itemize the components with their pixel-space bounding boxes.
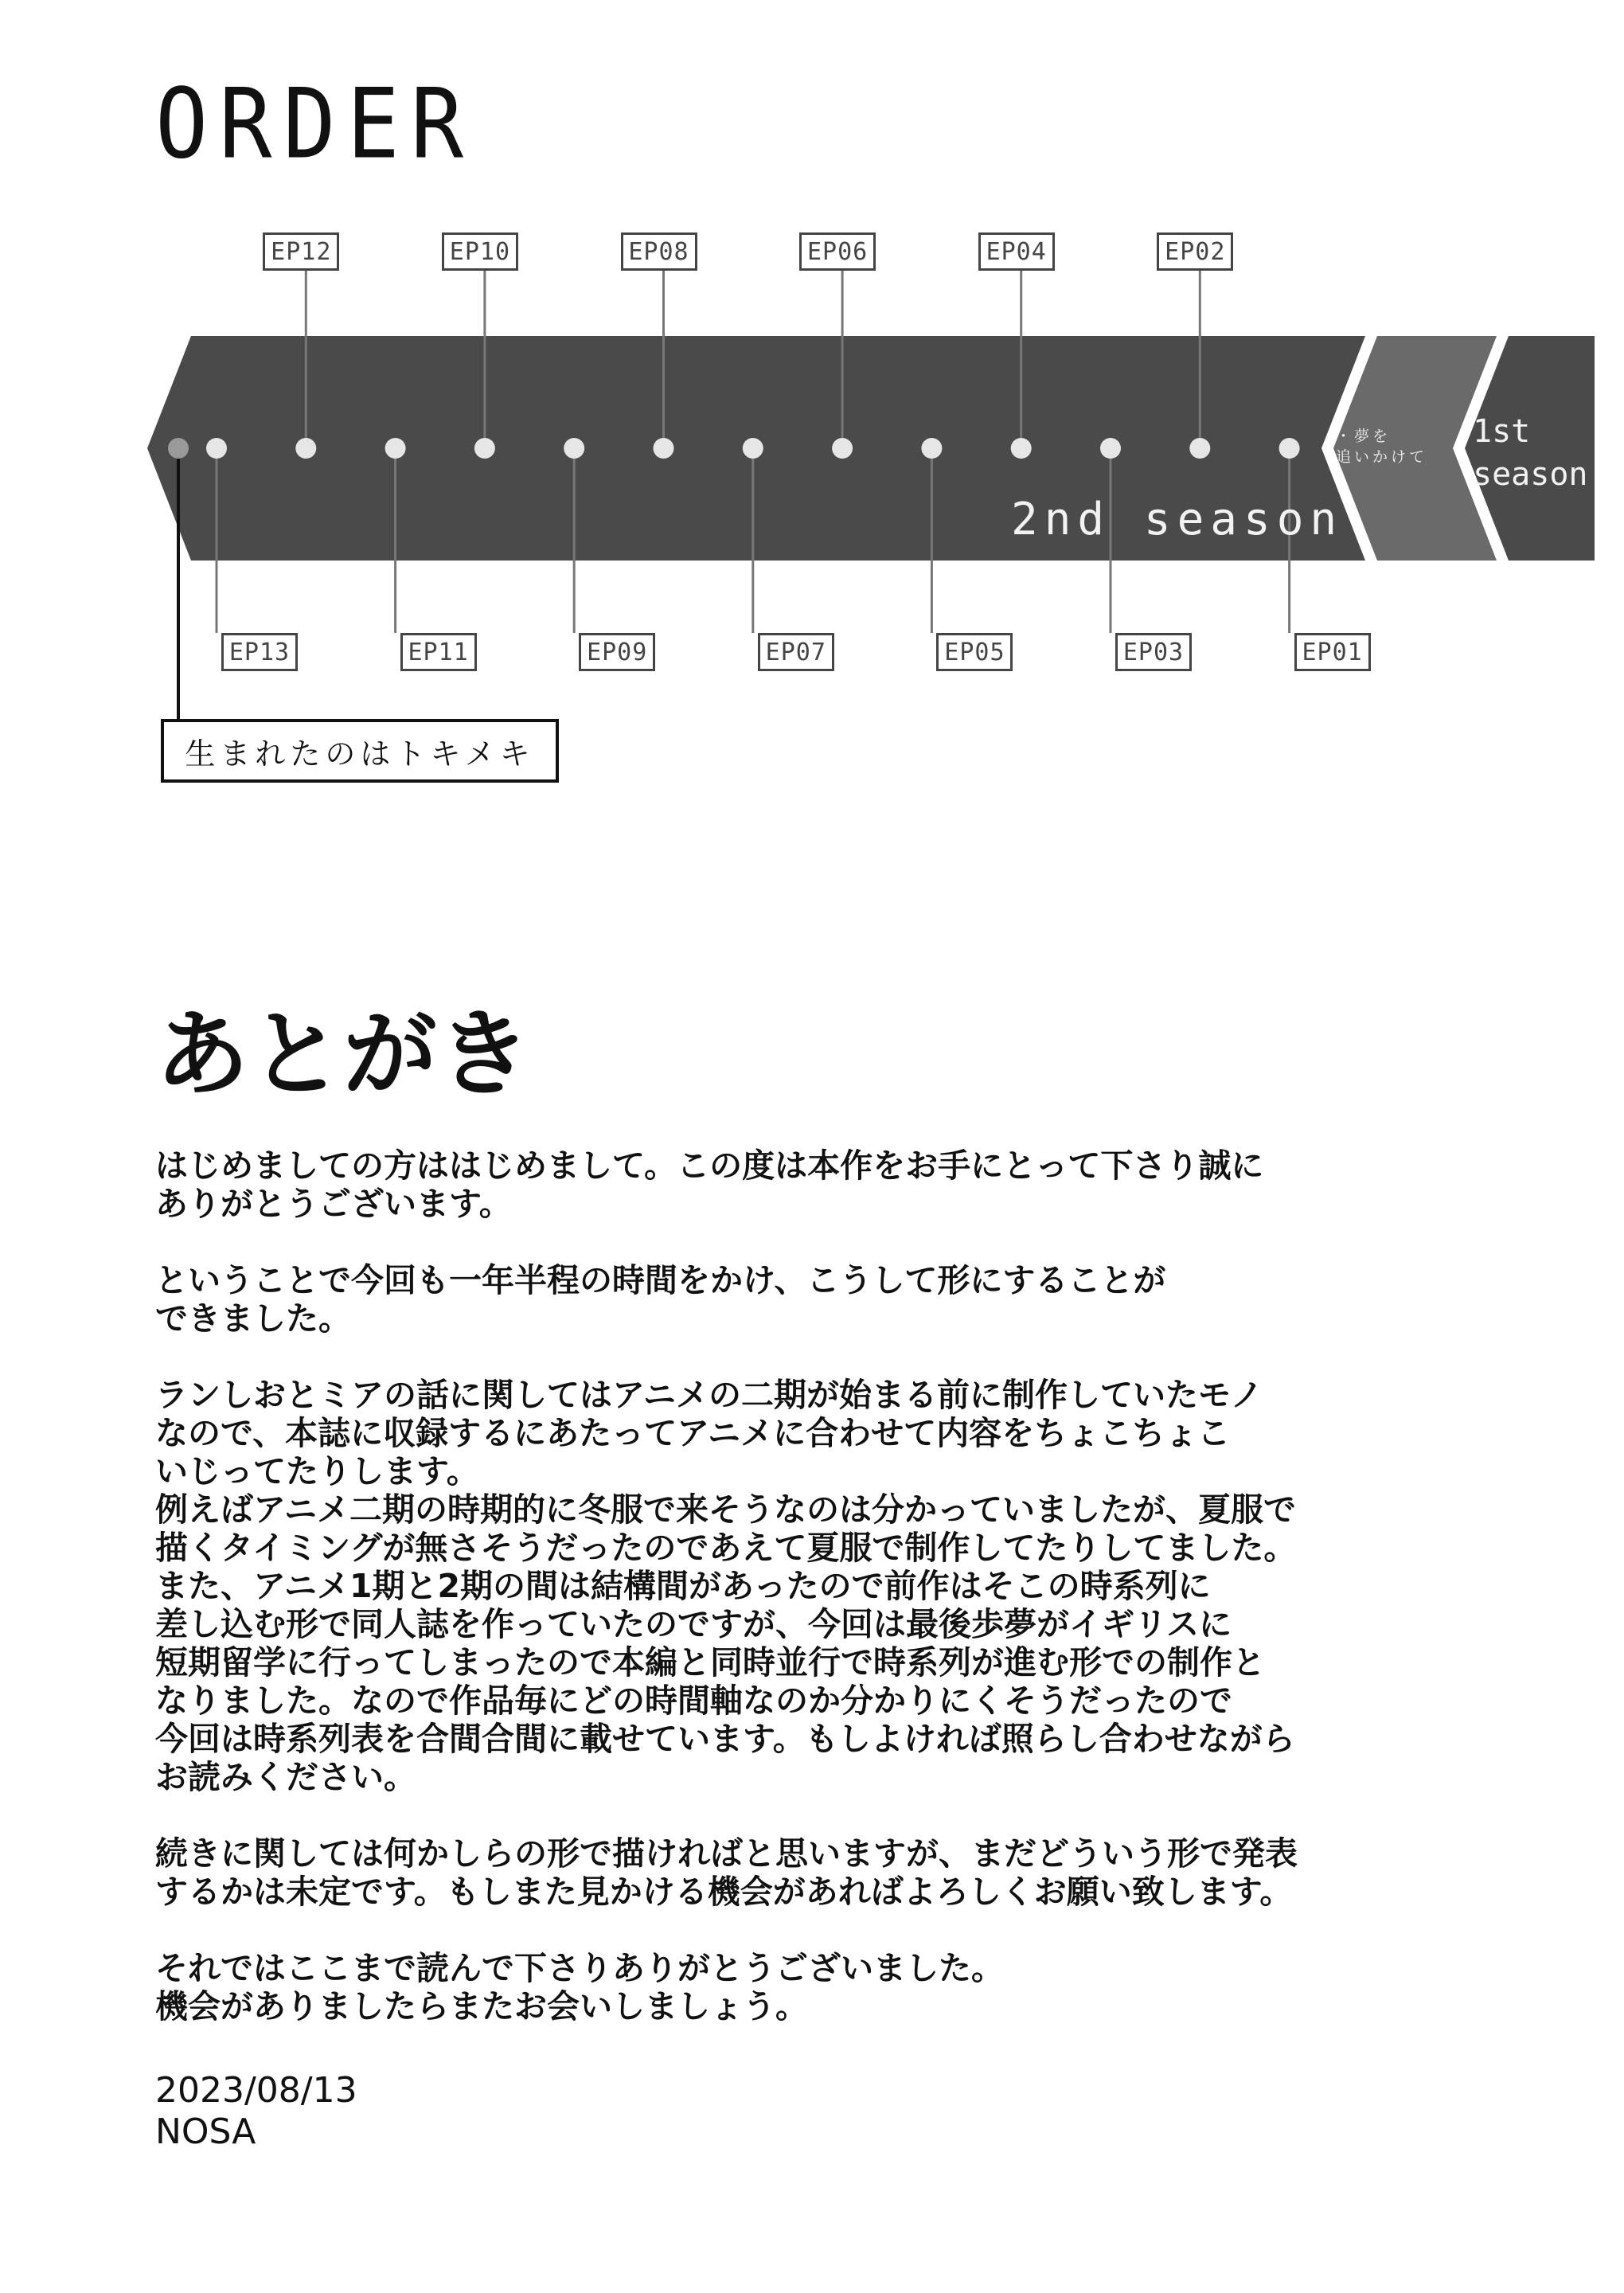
afterword-paragraph: それではここまで読んで下さりありがとうございました。 機会がありましたらまたお会いしましょう。: [155, 1949, 1004, 2025]
episode-label: EP03: [1115, 633, 1192, 671]
timeline-dot: [1279, 438, 1300, 459]
afterword-title: あとがき: [155, 999, 532, 1109]
season1-label: [1473, 410, 1588, 496]
episode-label: EP09: [579, 633, 655, 671]
episode-label: EP07: [758, 633, 834, 671]
season1-line: season: [1473, 456, 1588, 493]
timeline-dot: [1011, 438, 1032, 459]
season2-label: 2nd season: [1011, 494, 1344, 545]
timeline-dot: [1189, 438, 1210, 459]
episode-label: EP06: [799, 232, 876, 271]
episode-label: EP13: [221, 633, 298, 671]
season1-line: 1st: [1473, 413, 1531, 450]
episode-label: EP12: [263, 232, 339, 271]
season-mid-line: ・夢を: [1336, 428, 1392, 445]
timeline-dot: [564, 438, 584, 459]
episode-label: EP05: [936, 633, 1013, 671]
episode-label: EP10: [442, 232, 518, 271]
timeline-dot: [474, 438, 495, 459]
timeline-dot: [921, 438, 942, 459]
episode-label: EP11: [400, 633, 477, 671]
timeline-dot: [654, 438, 674, 459]
episode-label: EP01: [1294, 633, 1371, 671]
afterword-paragraph: 続きに関しては何かしらの形で描ければと思いますが、まだどういう形で発表 するかは未定です。もしまた見かける機会があればよろしくお願い致します。: [155, 1834, 1298, 1911]
timeline-dot: [385, 438, 406, 459]
timeline-chart: [0, 0, 1624, 796]
timeline-dot: [832, 438, 853, 459]
episode-label: EP08: [621, 232, 697, 271]
afterword-date: 2023/08/13: [155, 2070, 357, 2111]
signoff: [155, 2070, 357, 2153]
timeline-dot: [206, 438, 227, 459]
season-mid-line: 追いかけて: [1336, 448, 1428, 466]
afterword-body: [155, 1146, 1572, 2064]
afterword-paragraph: ということで今回も一年半程の時間をかけ、こうして形にすることが できました。: [155, 1261, 1166, 1338]
afterword-author: NOSA: [155, 2111, 256, 2152]
season-mid-label: [1336, 426, 1427, 467]
origin-label-box: 生まれたのはトキメキ: [161, 719, 559, 783]
origin-dot: [168, 438, 189, 459]
order-title: ORDER: [155, 68, 475, 180]
afterword-paragraph: はじめましての方ははじめまして。この度は本作をお手にとって下さり誠に ありがとうございます。: [155, 1146, 1264, 1223]
afterword-paragraph: ランしおとミアの話に関してはアニメの二期が始まる前に制作していたモノ なので、本誌に収録するにあたってアニメに合わせて内容をちょこちょこ いじってたりします。 例えばアニメ二期の時期的に冬服で来そうなのは分かっていましたが、夏服で 描くタイミングが無さそうだったのであえて夏服で制作してたりしてました。 また、アニメ1期と2期の間は結構間があったので前作はそこの時系列に 差し込む形で同人誌を作っていたのですが、今回は最後歩夢がイギリスに 短期留学に行ってしまったので本編と同時並行で時系列が進む形での制作と なりました。なので作品毎にどの時間軸なのか分かりにくそうだったので 今回は時系列表を合間合間に載せています。もしよければ照らし合わせながら お読みください。: [155, 1376, 1297, 1796]
episode-label: EP04: [978, 232, 1055, 271]
timeline-dot: [1100, 438, 1121, 459]
timeline-dot: [295, 438, 316, 459]
timeline-dot: [743, 438, 763, 459]
episode-label: EP02: [1157, 232, 1233, 271]
